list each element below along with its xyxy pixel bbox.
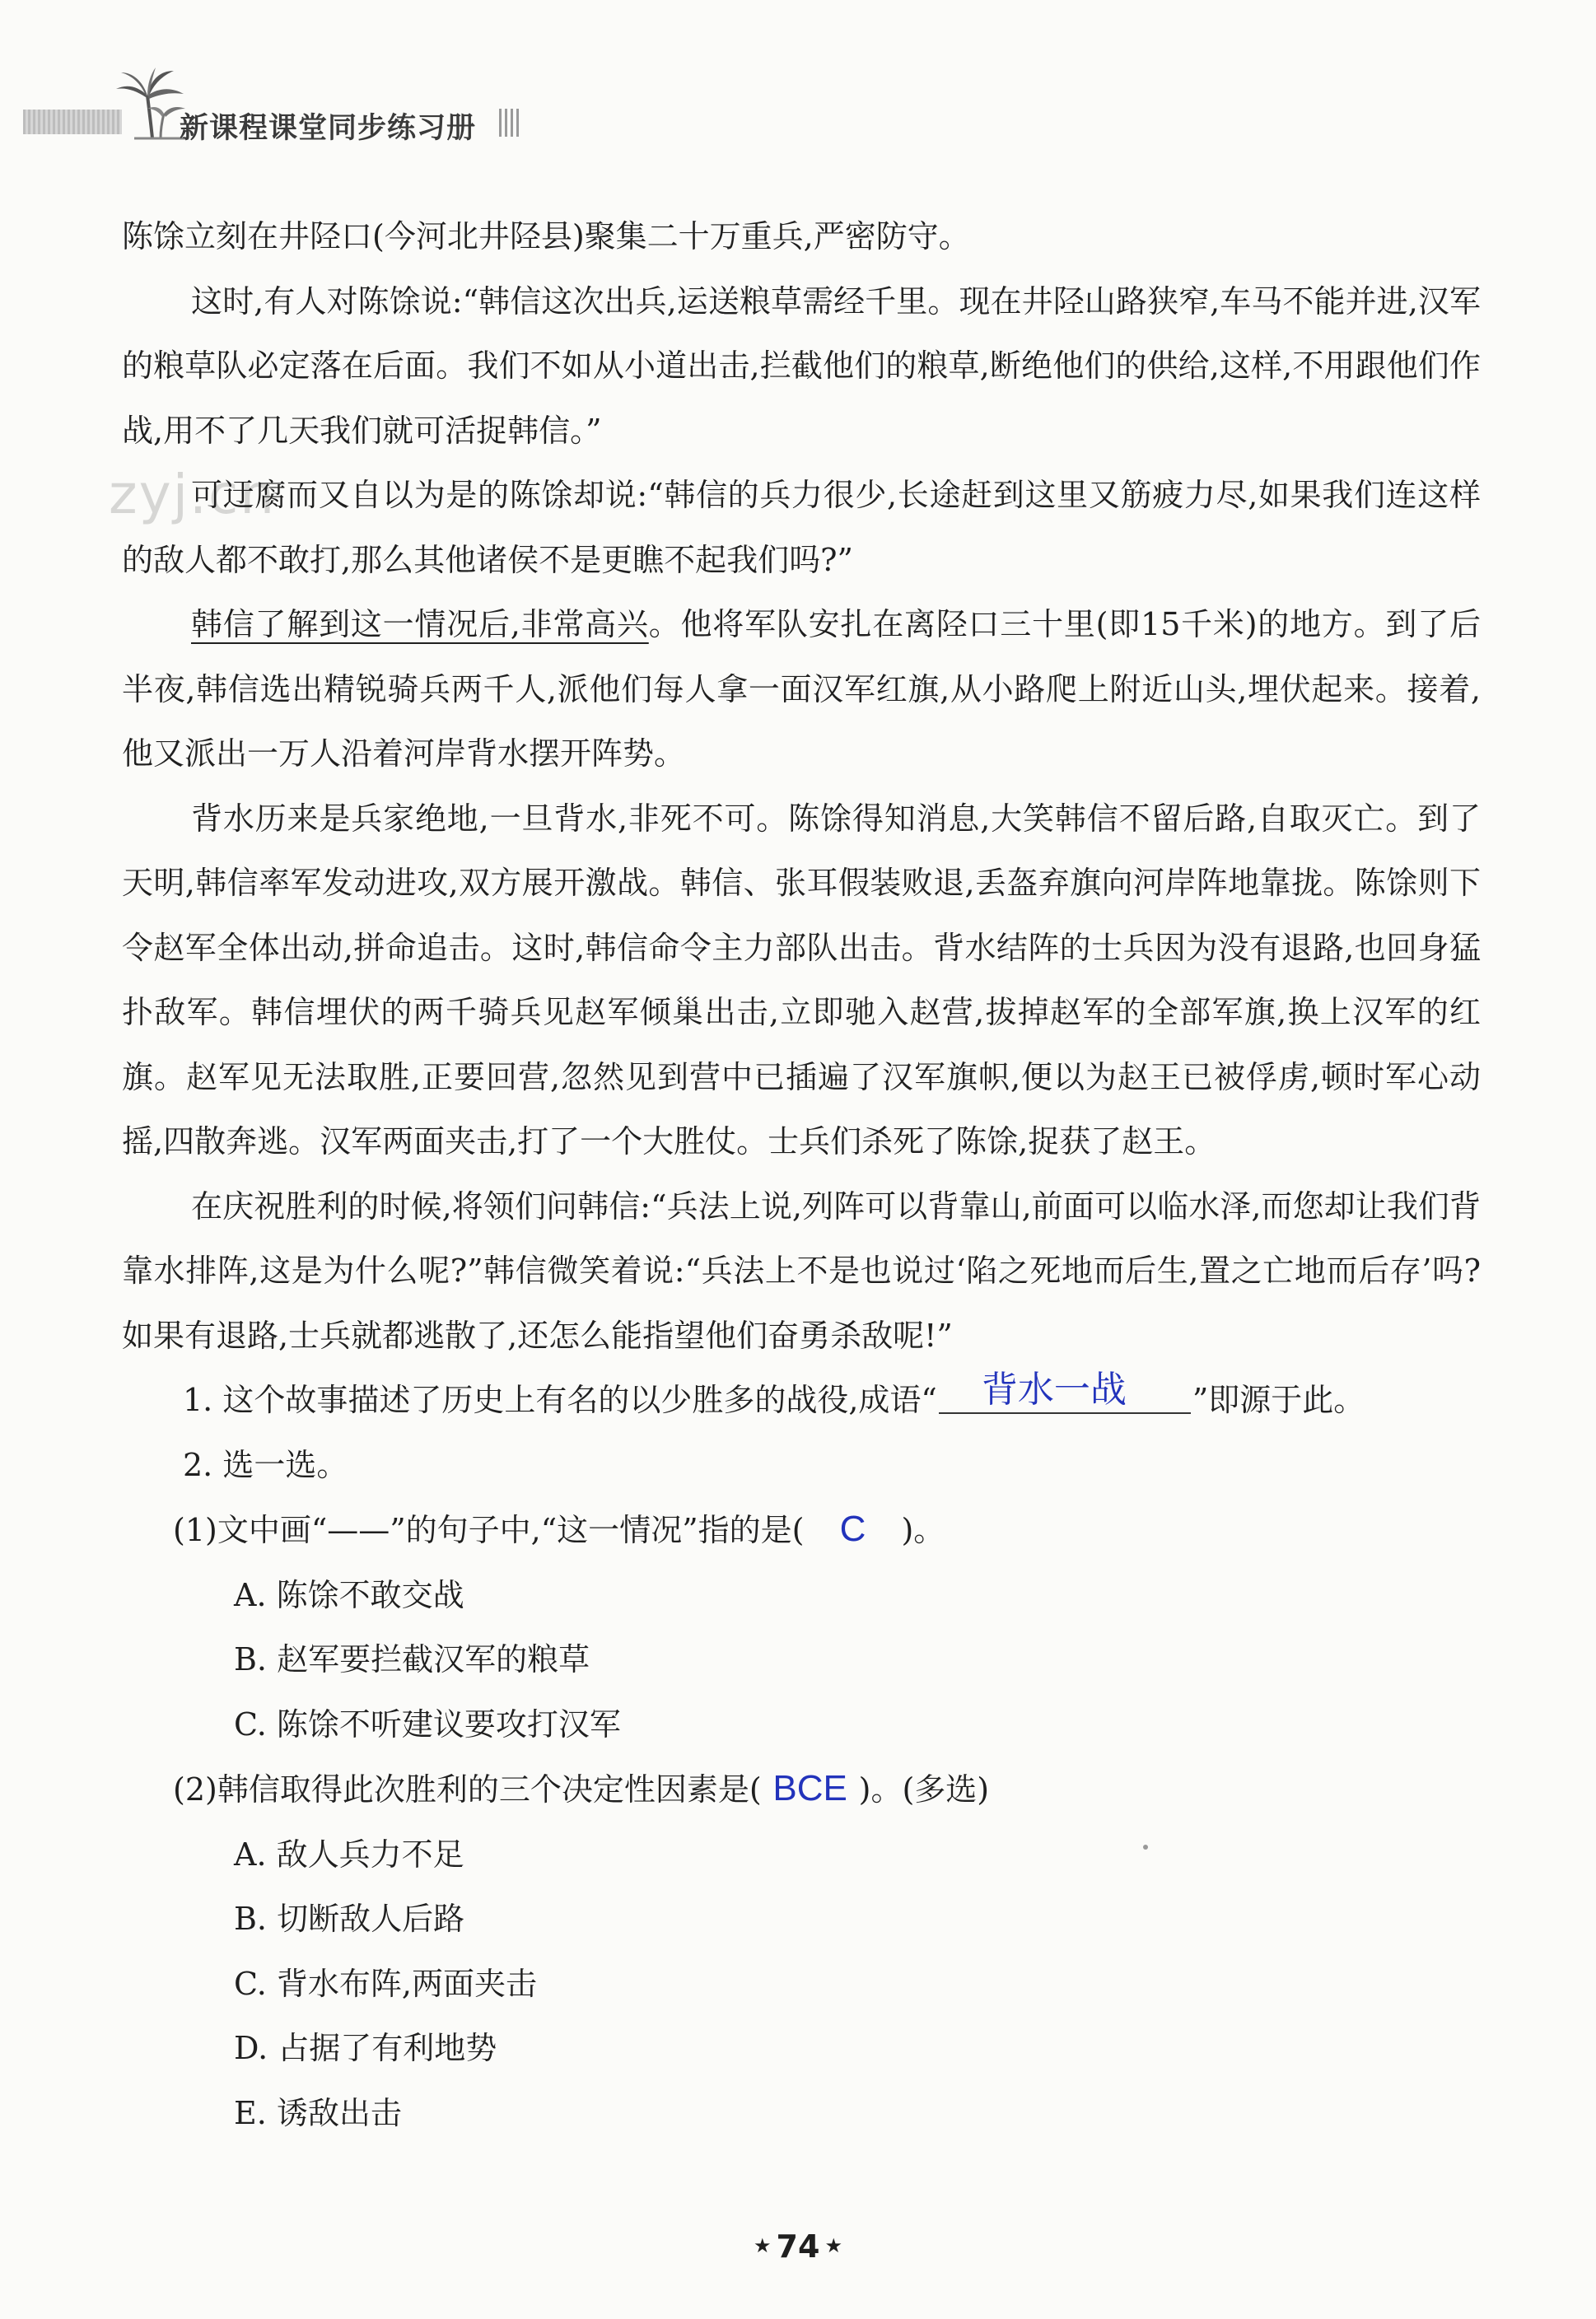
header-decor-bar [23,110,122,134]
option-2-2-b: B. 切断敌人后路 [234,1901,465,1937]
watermark: zyj.cn [109,463,277,526]
answer-blank[interactable] [939,1369,1191,1414]
option-2-1-a: A. 陈馀不敢交战 [234,1576,464,1613]
question-2-2 [122,1757,1481,1822]
handwritten-answer-2-1[interactable]: C [839,1509,866,1549]
option-2-1-b: B. 赵军要拦截汉军的粮草 [234,1641,590,1677]
story-paragraph-3: 可迂腐而又自以为是的陈馀却说:“韩信的兵力很少,长途赶到这里又筋疲力尽,如果我们连这样的敌人都不敢打,那么其他诸侯不是更瞧不起我们吗?” [122,477,1481,578]
question-1-text-before: 1. 这个故事描述了历史上有名的以少胜多的战役,成语“ [183,1382,937,1418]
page-number-value: 74 [776,2228,820,2265]
header-decor-ticks [499,109,522,137]
story-paragraph-4-rest: 。他将军队安扎在离陉口三十里(即15千米)的地方。到了后半夜,韩信选出精锐骑兵两千人,派他们每人拿一面汉军红旗,从小路爬上附近山头,埋伏起来。接着,他又派出一万人沿着河岸背水摆开阵势。 [122,606,1481,772]
story-paragraph-6: 在庆祝胜利的时候,将领们问韩信:“兵法上说,列阵可以背靠山,前面可以临水泽,而您却让我们背靠水排阵,这是为什么呢?”韩信微笑着说:“兵法上不是也说过‘陷之死地而后生,置之亡地而后存’吗?如果有退路,士兵就都逃散了,还怎么能指望他们奋勇杀敌呢!” [122,1187,1481,1354]
option-2-1-c: C. 陈馀不听建议要攻打汉军 [234,1705,621,1743]
story-paragraph-5: 背水历来是兵家绝地,一旦背水,非死不可。陈馀得知消息,大笑韩信不留后路,自取灭亡。到了天明,韩信率军发动进攻,双方展开激战。韩信、张耳假装败退,丢盔弃旗向河岸阵地靠拢。陈馀则下令赵军全体出动,拼命追击。这时,韩信命令主力部队出击。背水结阵的士兵因为没有退路,也回身猛扑敌军。韩信埋伏的两千骑兵见赵军倾巢出击,立即驰入赵营,拔掉赵军的全部军旗,换上汉军的红旗。赵军见无法取胜,正要回营,忽然见到营中已插遍了汉军旗帜,便以为赵王已被俘虏,顿时军心动摇,四散奔逃。汉军两面夹击,打了一个大胜仗。士兵们杀死了陈馀,捉获了赵王。 [122,800,1481,1160]
main-content [122,204,1481,2145]
star-icon: ★ [824,2234,842,2257]
handwritten-answer-1: 背水一战 [981,1369,1127,1411]
handwritten-answer-2-2[interactable]: BCE [772,1768,847,1808]
underlined-sentence: 韩信了解到这一情况后,非常高兴 [191,606,649,642]
option-2-2-a: A. 敌人兵力不足 [234,1836,464,1873]
question-2-1 [122,1497,1481,1563]
star-icon: ★ [754,2234,772,2257]
story-paragraph-2: 这时,有人对陈馀说:“韩信这次出兵,运送粮草需经千里。现在井陉山路狭窄,车马不能并进,汉军的粮草队必定落在后面。我们不如从小道出击,拦截他们的粮草,断绝他们的供给,这样,不用跟他们作战,用不了几天我们就可活捉韩信。” [122,282,1481,449]
question-2-2-text-before: (2)韩信取得此次胜利的三个决定性因素是( [173,1771,762,1808]
option-2-2-c: C. 背水布阵,两面夹击 [234,1965,537,2002]
question-1 [122,1368,1481,1433]
page-number [0,2228,1596,2265]
question-2-2-text-after: )。(多选) [858,1771,990,1808]
page-header [23,58,649,148]
question-2-1-text-after: )。 [901,1512,945,1548]
story-paragraph-4 [122,592,1481,786]
header-title: 新课程课堂同步练习册 [180,112,477,145]
stray-dot [1143,1845,1148,1850]
question-2-1-text-before: (1)文中画“——”的句子中,“这一情况”指的是( [173,1512,805,1548]
question-1-text-after: ”即源于此。 [1192,1382,1365,1418]
option-2-2-d: D. 占据了有利地势 [234,2030,497,2066]
option-2-2-e: E. 诱敌出击 [234,2094,402,2131]
story-paragraph-1: 陈馀立刻在井陉口(今河北井陉县)聚集二十万重兵,严密防守。 [122,218,970,254]
question-2-title: 2. 选一选。 [183,1446,348,1483]
